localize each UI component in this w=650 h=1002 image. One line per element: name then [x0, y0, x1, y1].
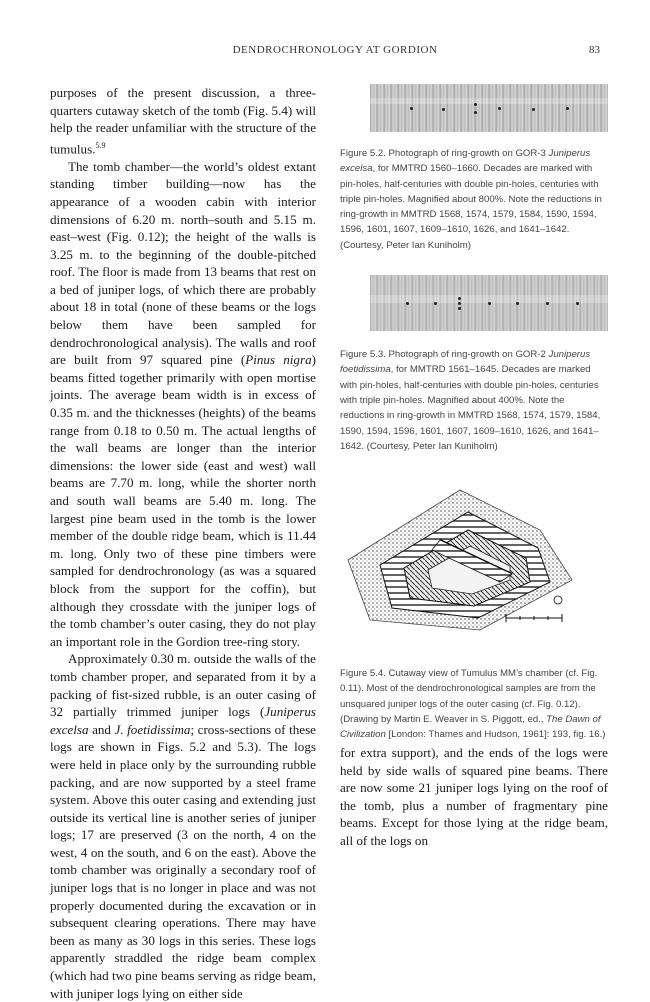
pin-hole: [532, 108, 535, 111]
figure-5-2-photo: [370, 84, 608, 132]
right-column: [340, 84, 610, 743]
paragraph-3-c: ; cross-sections of these logs are shown in Figs. 5.2 and 5.3). The logs were held in place only by the surrounding rubble packing, and are now supported by a steel frame system. Above this outer casing and extending just outside its vertical line is another series of juniper logs; 17 are preserved (3 on the north, 4 on the west, 4 on the south, and 6 on the east). Above the tomb chamber was originally a secondary roof of juniper logs that is no longer in place and was not properly documented during the excavation or in subsequent clearing operations. There may have been as many as 30 logs in this series. These logs apparently straddled the ridge beam complex (which had two pine beams serving as ridge beam, with juniper logs lying on either side: [50, 721, 316, 1001]
figure-5-4-caption-b: [London: Thames and Hudson, 1961]: 193, fig. 16.): [385, 729, 606, 741]
pin-hole: [566, 107, 569, 110]
paragraph-3-b: and: [88, 721, 115, 737]
figure-5-3-caption-a: Figure 5.3. Photograph of ring-growth on GOR-2: [340, 349, 549, 361]
figure-5-4-caption-a: Figure 5.4. Cutaway view of Tumulus MM’s chamber (cf. Fig. 0.11). Most of the dendrochronological samples are from the unsquared juniper logs of the outer casing (cf. Fig. 0.12). (Drawing by Martin E. Weaver in S. Piggott, ed.,: [340, 668, 598, 726]
paragraph-3-italic-2: J. foetidissima: [114, 721, 191, 737]
paragraph-2-italic: Pinus nigra: [245, 352, 312, 368]
running-head: DENDROCHRONOLOGY AT GORDION: [232, 44, 438, 56]
pin-hole: [474, 111, 477, 114]
paragraph-1-text: purposes of the present discussion, a three-quarters cutaway sketch of the tomb (Fig. 5.4) will help the reader unfamiliar with the structure of the tumulus.: [50, 85, 316, 157]
figure-5-3-caption-italic: Juniperus foetidissima: [340, 349, 591, 376]
ring-texture: [370, 84, 608, 132]
paragraph-3: [50, 650, 316, 1002]
pin-hole: [498, 107, 501, 110]
paragraph-1: [50, 84, 316, 158]
paragraph-3-italic-1: Juniperus excelsa: [50, 704, 316, 737]
figure-5-2-caption-b: , for MMTRD 1560–1660. Decades are marked with pin-holes, half-centuries with double pin-holes, centuries with triple pin-holes. Magnified about 800%. Note the reductions in ring-growth in MMTRD 1568, 1574, 1579, 1584, 1590, 1594, 1596, 1601, 1607, 1609–1610, 1626, and 1641–1642. (Courtesy, Peter Ian Kuniholm): [340, 163, 602, 251]
pin-hole: [474, 103, 477, 106]
paragraph-2-text: The tomb chamber—the world’s oldest extant standing timber building—now has the appearance of a wooden cabin with interior dimensions of 6.20 m. north–south and 5.15 m. east–west (Fig. 0.12); the height of the walls is 3.25 m. to the beginning of the double-pitched roof. The floor is made from 13 beams that rest on a bed of juniper logs, of which there are probably about 18 in total (none of these beams or the logs below them have been sampled for dendrochronological analysis). The walls and roof are built from 97 squared pine (: [50, 158, 316, 368]
paragraph-2: [50, 158, 316, 651]
figure-5-4-caption-italic: The Dawn of Civilization: [340, 714, 601, 741]
figure-5-2-caption-italic: Juniperus excelsa: [340, 148, 591, 175]
paragraph-2-end: ) beams fitted together primarily with open mortise joints. The average beam width is in excess of 0.35 m. and the thicknesses (heights) of the beams range from 0.18 to 0.50 m. The actual lengths of the wall beams are longer than the interior dimensions: the lower side (east and west) wall beams are 7.70 m. long, while the shorter north and south wall beams are 5.40 m. long. The largest pine beam used in the tomb is the lower member of the double ridge beam, which is 11.44 m. long. Only two of these pine timbers were sampled for dendrochronology (as was a squared block from the support for the coffin), but although they crossdate with the juniper logs of the tomb chamber’s outer casing, they do not play an important role in the Gordion tree-ring story.: [50, 352, 316, 649]
figure-5-2-caption: [340, 146, 610, 253]
figure-5-3-caption: [340, 347, 610, 454]
figure-5-2-caption-a: Figure 5.2. Photograph of ring-growth on GOR-3: [340, 148, 549, 159]
continuation-paragraph: for extra support), and the ends of the logs were held by side walls of squared pine beams. There are now some 21 juniper logs lying on the roof of the tomb, plus a number of fragmentary pine beams. Except for those lying at the ridge beam, all of the logs on: [340, 745, 608, 848]
compass-mark: [554, 596, 562, 604]
pin-hole: [410, 107, 413, 110]
figure-5-3-photo: [370, 275, 608, 331]
figure-5-3-caption-b: , for MMTRD 1561–1645. Decades are marked with pin-holes, half-centuries with double pin-holes, centuries with triple pin-holes. Magnified about 400%. Note the reductions in ring-growth in MMTRD 1568, 1574, 1579, 1584, 1590, 1594, 1596, 1601, 1607, 1609–1610, 1626, and 1641–1642. (Courtesy, Peter Ian Kuniholm): [340, 364, 601, 452]
left-column: [50, 84, 316, 1001]
scale-bar: [506, 614, 562, 622]
footnote-ref: 5.9: [95, 140, 106, 150]
cutaway-drawing-svg: [340, 470, 602, 640]
photo-band: [370, 98, 608, 104]
figure-5-4-caption: [340, 666, 610, 742]
paragraph-3-a: Approximately 0.30 m. outside the walls of the tomb chamber proper, and separated from it by a packing of fist-sized rubble, is an outer casing of 32 partially trimmed juniper logs (: [50, 651, 316, 720]
figure-5-4-drawing: [340, 470, 602, 640]
pin-hole: [442, 108, 445, 111]
page-number: 83: [589, 44, 600, 56]
